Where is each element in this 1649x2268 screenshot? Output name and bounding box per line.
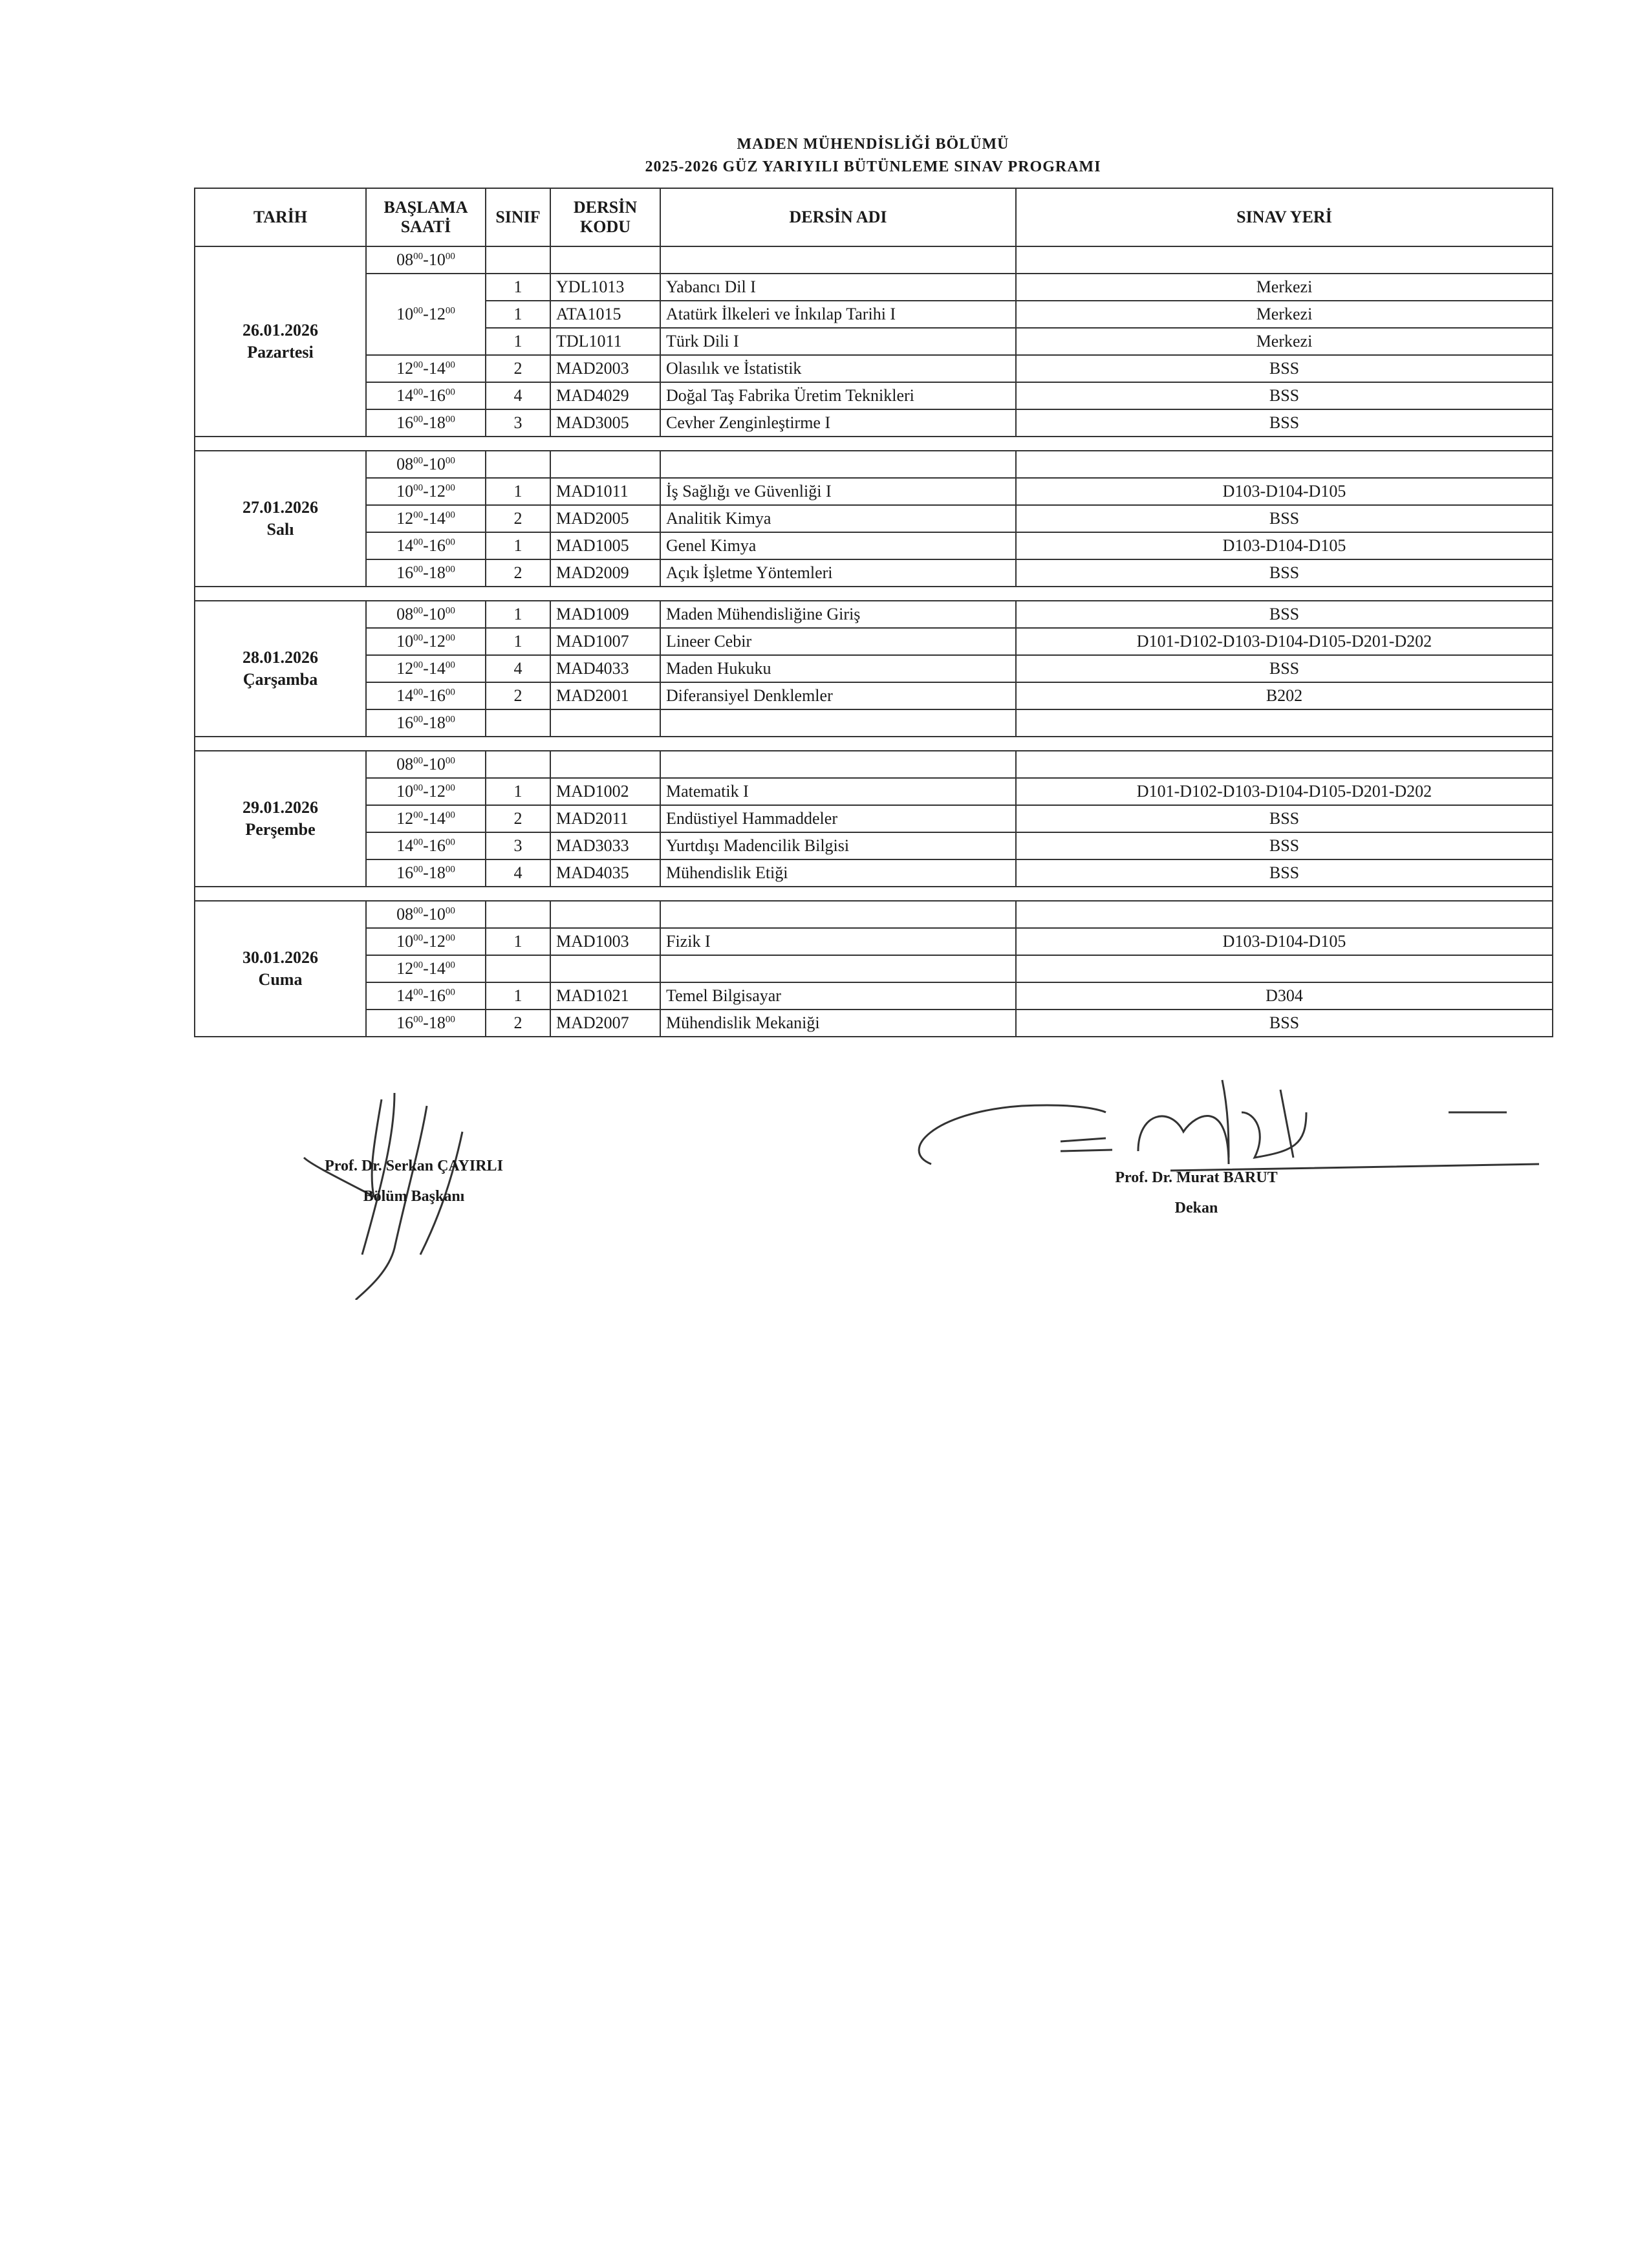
time-minutes: 00 (413, 482, 424, 493)
table-row (195, 928, 1553, 955)
start-time: $08^{00}-10^{00}$ (366, 751, 486, 778)
table-row (195, 709, 1553, 737)
class-year: 3 (486, 409, 550, 437)
exam-room: BSS (1016, 505, 1553, 532)
course-code: MAD1005 (550, 532, 660, 559)
time-end-hour: 12 (428, 305, 446, 323)
class-year: 4 (486, 655, 550, 682)
time-end-hour: 16 (428, 536, 446, 555)
time-start-hour: 14 (396, 536, 414, 555)
time-end-hour: 12 (428, 782, 446, 801)
time-minutes: 00 (445, 510, 455, 521)
class-year: 1 (486, 532, 550, 559)
time-start-hour: 16 (396, 1013, 414, 1032)
table-row (195, 628, 1553, 655)
time-end-hour: 16 (428, 986, 446, 1005)
class-year: 1 (486, 928, 550, 955)
time-minutes: 00 (413, 714, 424, 725)
time-end-hour: 10 (428, 905, 446, 923)
table-row (195, 532, 1553, 559)
time-start-hour: 12 (396, 959, 414, 978)
table-row (195, 955, 1553, 982)
table-row (195, 982, 1553, 1010)
exam-room (1016, 955, 1553, 982)
time-minutes: 00 (445, 1014, 455, 1025)
class-year: 2 (486, 805, 550, 832)
start-time: $12^{00}-14^{00}$ (366, 355, 486, 382)
exam-date: 30.01.2026 (242, 948, 318, 967)
time-minutes: 00 (445, 387, 455, 398)
left-signer-role: Bölüm Başkanı (363, 1188, 465, 1205)
course-name: Doğal Taş Fabrika Üretim Teknikleri (660, 382, 1016, 409)
course-name: Matematik I (660, 778, 1016, 805)
course-name (660, 955, 1016, 982)
left-signer-name: Prof. Dr. Serkan ÇAYIRLI (325, 1158, 503, 1174)
course-name: İş Sağlığı ve Güvenliği I (660, 478, 1016, 505)
time-minutes: 00 (445, 755, 455, 766)
time-start-hour: 10 (396, 305, 414, 323)
time-start-hour: 10 (396, 932, 414, 951)
time-start-hour: 16 (396, 413, 414, 432)
exam-room: Merkezi (1016, 274, 1553, 301)
time-minutes: 00 (445, 414, 455, 425)
course-name: Türk Dili I (660, 328, 1016, 355)
start-time: $10^{00}-12^{00}$ (366, 778, 486, 805)
start-time: $12^{00}-14^{00}$ (366, 655, 486, 682)
time-minutes: 00 (413, 837, 424, 848)
exam-room: BSS (1016, 655, 1553, 682)
table-row (195, 778, 1553, 805)
exam-room (1016, 451, 1553, 478)
header-class: SINIF (486, 188, 550, 246)
time-start-hour: 14 (396, 836, 414, 855)
course-name: Diferansiyel Denklemler (660, 682, 1016, 709)
start-time: $10^{00}-12^{00}$ (366, 928, 486, 955)
time-end-hour: 12 (428, 632, 446, 651)
time-end-hour: 14 (428, 659, 446, 678)
exam-date: 27.01.2026 (242, 498, 318, 517)
start-time: $16^{00}-18^{00}$ (366, 409, 486, 437)
course-name: Genel Kimya (660, 532, 1016, 559)
exam-weekday: Cuma (258, 970, 303, 989)
time-minutes: 00 (413, 1014, 424, 1025)
time-minutes: 00 (413, 905, 424, 916)
course-code: MAD2009 (550, 559, 660, 587)
start-time: $14^{00}-16^{00}$ (366, 982, 486, 1010)
time-start-hour: 08 (396, 250, 414, 269)
time-end-hour: 14 (428, 959, 446, 978)
exam-room: BSS (1016, 382, 1553, 409)
left-signature-block (278, 1158, 550, 1205)
table-row (195, 901, 1553, 928)
start-time: $10^{00}-12^{00}$ (366, 274, 486, 355)
exam-date-cell (195, 246, 366, 437)
time-minutes: 00 (413, 687, 424, 698)
exam-room: BSS (1016, 409, 1553, 437)
time-end-hour: 12 (428, 482, 446, 501)
course-code: MAD4029 (550, 382, 660, 409)
start-time: $08^{00}-10^{00}$ (366, 451, 486, 478)
course-code: MAD1021 (550, 982, 660, 1010)
exam-weekday: Pazartesi (247, 343, 314, 362)
table-row (195, 355, 1553, 382)
exam-date: 28.01.2026 (242, 648, 318, 667)
class-year (486, 451, 550, 478)
table-header-row (195, 188, 1553, 246)
document-header (194, 136, 1552, 176)
time-start-hour: 10 (396, 632, 414, 651)
day-separator (195, 587, 1553, 601)
exam-room: BSS (1016, 601, 1553, 628)
start-time: $14^{00}-16^{00}$ (366, 832, 486, 859)
time-minutes: 00 (445, 837, 455, 848)
time-minutes: 00 (445, 783, 455, 794)
exam-room: D101-D102-D103-D104-D105-D201-D202 (1016, 778, 1553, 805)
time-minutes: 00 (413, 387, 424, 398)
class-year: 1 (486, 628, 550, 655)
time-minutes: 00 (445, 251, 455, 262)
header-course-code: DERSİN KODU (550, 188, 660, 246)
course-name: Açık İşletme Yöntemleri (660, 559, 1016, 587)
table-row (195, 832, 1553, 859)
time-minutes: 00 (445, 305, 455, 316)
time-minutes: 00 (413, 783, 424, 794)
time-minutes: 00 (445, 660, 455, 671)
day-separator (195, 437, 1553, 451)
header-date: TARİH (195, 188, 366, 246)
time-minutes: 00 (445, 933, 455, 944)
course-code: MAD3033 (550, 832, 660, 859)
course-code (550, 246, 660, 274)
exam-room: Merkezi (1016, 328, 1553, 355)
time-minutes: 00 (413, 632, 424, 643)
start-time: $16^{00}-18^{00}$ (366, 859, 486, 887)
time-minutes: 00 (445, 987, 455, 998)
course-code: MAD4033 (550, 655, 660, 682)
course-code: MAD2005 (550, 505, 660, 532)
course-name: Cevher Zenginleştirme I (660, 409, 1016, 437)
course-code (550, 451, 660, 478)
program-title: 2025-2026 GÜZ YARIYILI BÜTÜNLEME SINAV PROGRAMI (645, 158, 1101, 175)
course-name (660, 451, 1016, 478)
exam-room: Merkezi (1016, 301, 1553, 328)
course-name: Olasılık ve İstatistik (660, 355, 1016, 382)
day-separator (195, 887, 1553, 901)
start-time: $16^{00}-18^{00}$ (366, 1010, 486, 1037)
course-code: YDL1013 (550, 274, 660, 301)
course-code: MAD1007 (550, 628, 660, 655)
course-name (660, 709, 1016, 737)
time-end-hour: 18 (428, 413, 446, 432)
start-time: $16^{00}-18^{00}$ (366, 709, 486, 737)
exam-weekday: Perşembe (245, 820, 316, 839)
class-year: 1 (486, 601, 550, 628)
header-exam-room: SINAV YERİ (1016, 188, 1553, 246)
time-minutes: 00 (413, 537, 424, 548)
time-minutes: 00 (413, 660, 424, 671)
course-name: Mühendislik Mekaniği (660, 1010, 1016, 1037)
class-year: 3 (486, 832, 550, 859)
course-code (550, 709, 660, 737)
separator-cell (195, 587, 1553, 601)
time-start-hour: 12 (396, 359, 414, 378)
start-time: $08^{00}-10^{00}$ (366, 246, 486, 274)
start-time: $08^{00}-10^{00}$ (366, 601, 486, 628)
time-start-hour: 12 (396, 659, 414, 678)
time-start-hour: 08 (396, 755, 414, 773)
course-code (550, 901, 660, 928)
start-time: $12^{00}-14^{00}$ (366, 505, 486, 532)
class-year: 4 (486, 859, 550, 887)
time-end-hour: 16 (428, 386, 446, 405)
time-minutes: 00 (445, 905, 455, 916)
table-row (195, 478, 1553, 505)
time-start-hour: 10 (396, 782, 414, 801)
exam-room: BSS (1016, 805, 1553, 832)
course-name: Yurtdışı Madencilik Bilgisi (660, 832, 1016, 859)
start-time: $14^{00}-16^{00}$ (366, 382, 486, 409)
exam-room: BSS (1016, 832, 1553, 859)
class-year: 2 (486, 559, 550, 587)
time-start-hour: 12 (396, 509, 414, 528)
course-name: Lineer Cebir (660, 628, 1016, 655)
table-row (195, 451, 1553, 478)
table-row (195, 655, 1553, 682)
right-signer-name: Prof. Dr. Murat BARUT (1115, 1169, 1278, 1186)
time-minutes: 00 (413, 414, 424, 425)
start-time: $12^{00}-14^{00}$ (366, 805, 486, 832)
start-time: $10^{00}-12^{00}$ (366, 478, 486, 505)
class-year: 1 (486, 301, 550, 328)
course-name: Analitik Kimya (660, 505, 1016, 532)
time-end-hour: 10 (428, 455, 446, 473)
class-year: 1 (486, 778, 550, 805)
time-minutes: 00 (413, 605, 424, 616)
exam-room: D103-D104-D105 (1016, 478, 1553, 505)
time-start-hour: 08 (396, 605, 414, 623)
time-end-hour: 16 (428, 836, 446, 855)
course-name (660, 901, 1016, 928)
time-minutes: 00 (413, 510, 424, 521)
time-minutes: 00 (445, 605, 455, 616)
table-row (195, 751, 1553, 778)
class-year: 1 (486, 274, 550, 301)
table-row (195, 601, 1553, 628)
time-end-hour: 12 (428, 932, 446, 951)
course-code (550, 751, 660, 778)
separator-cell (195, 887, 1553, 901)
course-name (660, 246, 1016, 274)
time-minutes: 00 (413, 564, 424, 575)
time-minutes: 00 (413, 864, 424, 875)
time-minutes: 00 (413, 305, 424, 316)
course-code: TDL1011 (550, 328, 660, 355)
start-time: $08^{00}-10^{00}$ (366, 901, 486, 928)
separator-cell (195, 437, 1553, 451)
time-end-hour: 18 (428, 863, 446, 882)
table-row (195, 682, 1553, 709)
day-separator (195, 737, 1553, 751)
exam-room: BSS (1016, 1010, 1553, 1037)
table-row (195, 382, 1553, 409)
time-minutes: 00 (413, 455, 424, 466)
course-code: MAD4035 (550, 859, 660, 887)
time-minutes: 00 (445, 564, 455, 575)
course-name: Maden Mühendisliğine Giriş (660, 601, 1016, 628)
time-start-hour: 14 (396, 686, 414, 705)
time-minutes: 00 (413, 360, 424, 371)
exam-room: D101-D102-D103-D104-D105-D201-D202 (1016, 628, 1553, 655)
course-code: MAD3005 (550, 409, 660, 437)
course-code: MAD1003 (550, 928, 660, 955)
course-code: MAD2001 (550, 682, 660, 709)
class-year (486, 246, 550, 274)
class-year (486, 709, 550, 737)
exam-date: 26.01.2026 (242, 321, 318, 340)
exam-date-cell (195, 601, 366, 737)
exam-room (1016, 901, 1553, 928)
right-signature-block (1061, 1169, 1332, 1217)
time-end-hour: 10 (428, 755, 446, 773)
course-code: MAD2003 (550, 355, 660, 382)
exam-room: BSS (1016, 355, 1553, 382)
start-time: $14^{00}-16^{00}$ (366, 682, 486, 709)
time-minutes: 00 (413, 755, 424, 766)
time-end-hour: 10 (428, 605, 446, 623)
course-name: Maden Hukuku (660, 655, 1016, 682)
separator-cell (195, 737, 1553, 751)
time-end-hour: 18 (428, 1013, 446, 1032)
time-start-hour: 12 (396, 809, 414, 828)
exam-room: D103-D104-D105 (1016, 532, 1553, 559)
exam-weekday: Çarşamba (242, 670, 318, 689)
time-minutes: 00 (445, 687, 455, 698)
course-name: Mühendislik Etiği (660, 859, 1016, 887)
exam-schedule-table (194, 188, 1553, 1037)
time-minutes: 00 (413, 987, 424, 998)
exam-date-cell (195, 451, 366, 587)
exam-room: D103-D104-D105 (1016, 928, 1553, 955)
class-year (486, 901, 550, 928)
class-year: 1 (486, 982, 550, 1010)
course-code: MAD1011 (550, 478, 660, 505)
course-code: MAD2011 (550, 805, 660, 832)
exam-room: BSS (1016, 859, 1553, 887)
time-end-hour: 14 (428, 509, 446, 528)
time-end-hour: 10 (428, 250, 446, 269)
time-start-hour: 14 (396, 386, 414, 405)
time-end-hour: 14 (428, 809, 446, 828)
department-title: MADEN MÜHENDİSLİĞİ BÖLÜMÜ (737, 136, 1009, 153)
exam-date-cell (195, 751, 366, 887)
class-year (486, 955, 550, 982)
course-code (550, 955, 660, 982)
start-time: $14^{00}-16^{00}$ (366, 532, 486, 559)
class-year: 1 (486, 478, 550, 505)
right-signer-role: Dekan (1174, 1200, 1218, 1216)
time-minutes: 00 (413, 251, 424, 262)
class-year: 2 (486, 505, 550, 532)
table-row (195, 505, 1553, 532)
table-row (195, 1010, 1553, 1037)
course-name (660, 751, 1016, 778)
exam-date-cell (195, 901, 366, 1037)
header-course-name: DERSİN ADI (660, 188, 1016, 246)
time-start-hour: 10 (396, 482, 414, 501)
exam-room (1016, 246, 1553, 274)
time-end-hour: 14 (428, 359, 446, 378)
course-code: ATA1015 (550, 301, 660, 328)
time-start-hour: 14 (396, 986, 414, 1005)
course-name: Temel Bilgisayar (660, 982, 1016, 1010)
table-row (195, 859, 1553, 887)
start-time: $10^{00}-12^{00}$ (366, 628, 486, 655)
exam-room (1016, 709, 1553, 737)
course-name: Yabancı Dil I (660, 274, 1016, 301)
time-minutes: 00 (445, 714, 455, 725)
schedule-body (195, 246, 1553, 1037)
time-start-hour: 16 (396, 563, 414, 582)
class-year: 4 (486, 382, 550, 409)
class-year: 1 (486, 328, 550, 355)
exam-room (1016, 751, 1553, 778)
exam-room: BSS (1016, 559, 1553, 587)
exam-weekday: Salı (266, 520, 294, 539)
exam-room: B202 (1016, 682, 1553, 709)
table-row (195, 805, 1553, 832)
time-start-hour: 16 (396, 863, 414, 882)
class-year: 2 (486, 355, 550, 382)
time-minutes: 00 (445, 482, 455, 493)
time-start-hour: 08 (396, 455, 414, 473)
time-minutes: 00 (445, 960, 455, 971)
table-row (195, 409, 1553, 437)
course-code: MAD1002 (550, 778, 660, 805)
course-name: Endüstiyel Hammaddeler (660, 805, 1016, 832)
course-name: Fizik I (660, 928, 1016, 955)
time-start-hour: 16 (396, 713, 414, 732)
time-minutes: 00 (445, 455, 455, 466)
time-minutes: 00 (445, 864, 455, 875)
table-row (195, 246, 1553, 274)
class-year: 2 (486, 682, 550, 709)
course-code: MAD1009 (550, 601, 660, 628)
exam-date: 29.01.2026 (242, 798, 318, 817)
table-row (195, 274, 1553, 301)
time-minutes: 00 (445, 810, 455, 821)
time-minutes: 00 (445, 537, 455, 548)
time-minutes: 00 (413, 933, 424, 944)
course-name: Atatürk İlkeleri ve İnkılap Tarihi I (660, 301, 1016, 328)
start-time: $16^{00}-18^{00}$ (366, 559, 486, 587)
time-end-hour: 16 (428, 686, 446, 705)
time-minutes: 00 (445, 632, 455, 643)
class-year (486, 751, 550, 778)
time-end-hour: 18 (428, 713, 446, 732)
header-start-time: BAŞLAMA SAATİ (366, 188, 486, 246)
exam-room: D304 (1016, 982, 1553, 1010)
class-year: 2 (486, 1010, 550, 1037)
time-end-hour: 18 (428, 563, 446, 582)
time-start-hour: 08 (396, 905, 414, 923)
table-row (195, 559, 1553, 587)
course-code: MAD2007 (550, 1010, 660, 1037)
start-time: $12^{00}-14^{00}$ (366, 955, 486, 982)
time-minutes: 00 (445, 360, 455, 371)
time-minutes: 00 (413, 810, 424, 821)
time-minutes: 00 (413, 960, 424, 971)
